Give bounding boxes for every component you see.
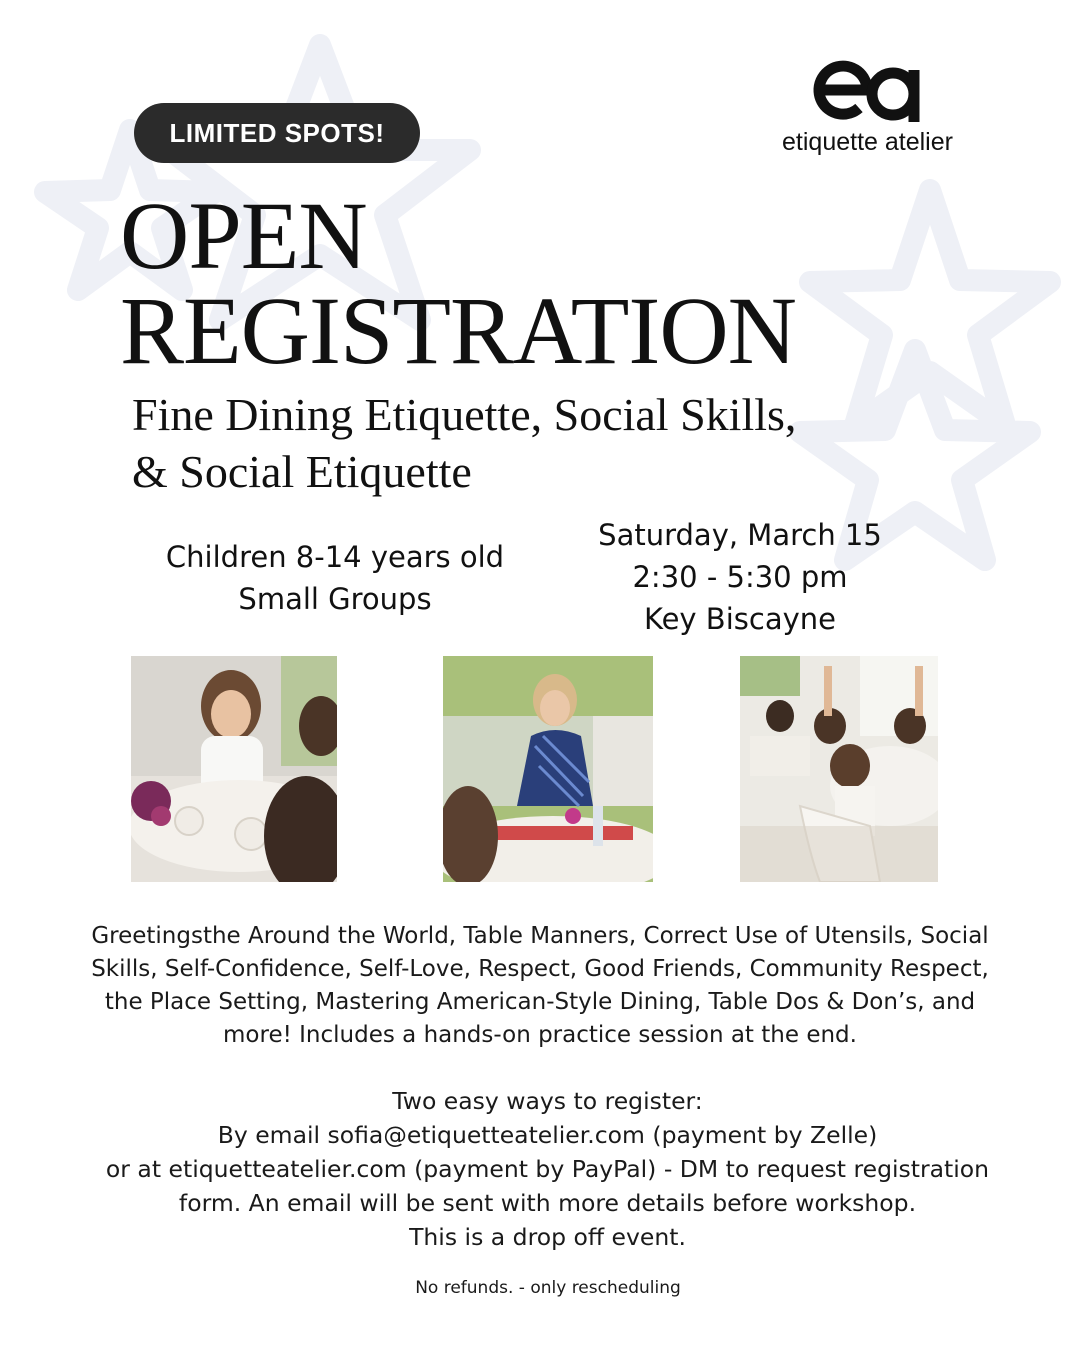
group-size: Small Groups [238,582,432,616]
subtitle-line-2: & Social Etiquette [132,446,472,497]
instructor-setting-table-photo [443,656,653,882]
headline-open: OPEN [120,182,367,289]
limited-spots-badge [134,103,420,163]
course-subtitle [132,386,796,500]
ea-logo-mark [813,50,923,126]
registration-web-line: or at etiquetteatelier.com (payment by PayPal) - DM to request registration [105,1155,990,1183]
subtitle-line-1: Fine Dining Etiquette, Social Skills, [132,389,797,440]
limited-spots-label: LIMITED SPOTS! [169,117,385,148]
brand-name: etiquette atelier [782,128,953,156]
headline-registration: REGISTRATION [120,277,796,384]
refund-policy: No refunds. - only rescheduling [415,1278,681,1298]
registration-email-line: By email sofia@etiquetteatelier.com (payment by Zelle) [217,1121,878,1149]
brand-logo [760,50,975,157]
children-raising-hands-photo [740,656,938,882]
registration-info [60,1084,1035,1254]
audience-info [120,536,550,620]
event-location: Key Biscayne [644,602,836,636]
star-outline-right [810,190,1050,425]
event-date: Saturday, March 15 [598,518,882,552]
registration-heading: Two easy ways to register: [392,1087,703,1115]
event-details [560,514,920,640]
dropoff-notice: This is a drop off event. [409,1223,686,1251]
age-range: Children 8-14 years old [165,540,505,574]
registration-details-line: form. An email will be sent with more details before workshop. [178,1189,917,1217]
event-time: 2:30 - 5:30 pm [632,560,848,594]
course-topics-description: Greetingsthe Around the World, Table Manners, Correct Use of Utensils, Social Skills, Self-Confidence, Self-Love, Respect, Good Friends, Community Respect, the Place Setting, Mastering American-Style Dining, Table Dos & Don’s, and more! Includes a hands-on practice session at the end. [91,923,989,1048]
girl-at-dining-table-photo [131,656,337,882]
